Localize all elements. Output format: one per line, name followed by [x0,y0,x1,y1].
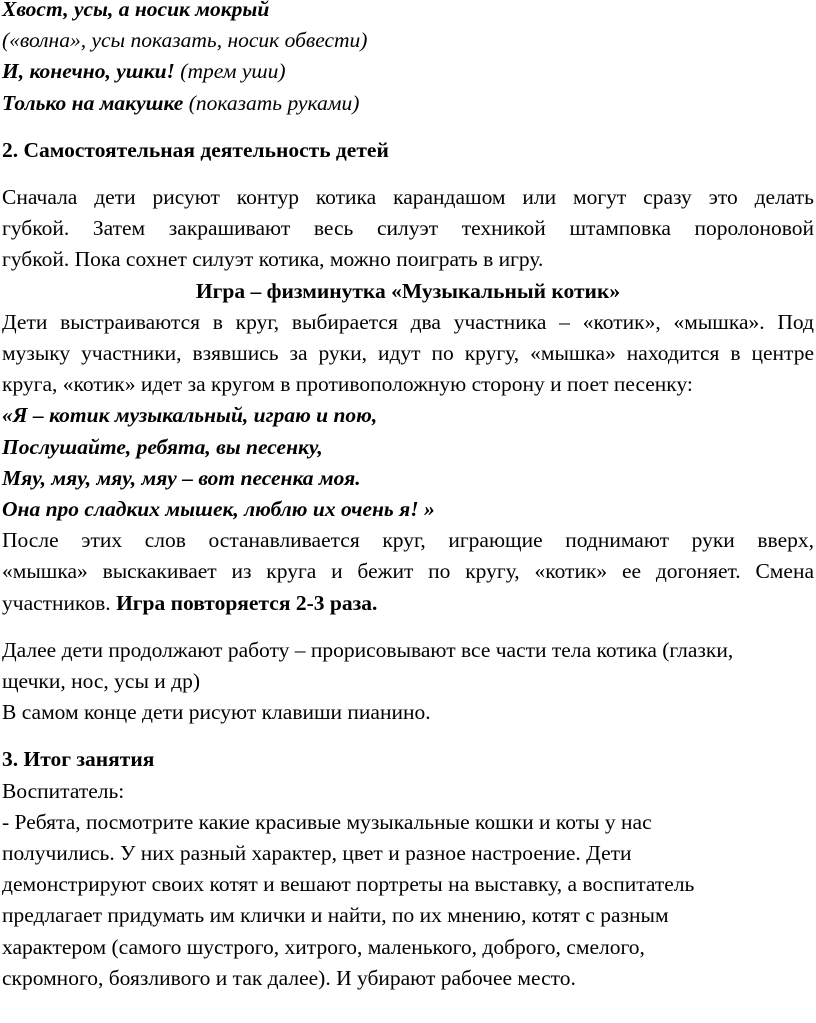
text-line: «мышка» выскакивает из круга и бежит по кругу, «котик» ее догоняет. Смена [2,559,814,584]
text-line: губкой. Пока сохнет силуэт котика, можно поиграть в игру. [2,247,544,272]
after-song-paragraph [2,525,814,619]
text-line: щечки, нос, усы и др) [2,669,201,694]
text-line: Сначала дети рисуют контур котика карандашом или могут сразу это делать [2,185,814,210]
game-title: Игра – физминутка «Музыкальный котик» [195,278,621,303]
song-line: Она про сладких мышек, люблю их очень я! » [2,497,435,522]
song-block [2,400,814,525]
section-2-paragraph [2,182,814,276]
continuation-paragraph [2,635,814,729]
section-2-heading: 2. Самостоятельная деятельность детей [2,137,389,162]
text-line: В самом конце дети рисуют клавиши пианино. [2,700,431,725]
poem-line-note: (трем уши) [174,59,286,84]
poem-line [2,88,814,119]
poem-line-bold: Хвост, усы, а носик мокрый [2,0,270,21]
text-line: губкой. Затем закрашивают весь силуэт техникой штамповка поролоновой [2,216,814,241]
text-line: круга, «котик» идет за кругом в противоположную сторону и поет песенку: [2,372,693,397]
text-line: демонстрируют своих котят и вешают портреты на выставку, а воспитатель [2,872,695,897]
game-description [2,307,814,401]
text-line: - Ребята, посмотрите какие красивые музыкальные кошки и коты у нас [2,809,652,834]
speaker-label: Воспитатель: [2,778,125,803]
text-line: предлагает придумать им клички и найти, по их мнению, котят с разным [2,903,669,928]
section-3-heading: 3. Итог занятия [2,747,155,772]
text-line: После этих слов останавливается круг, играющие поднимают руки вверх, [2,528,814,553]
song-line: Послушайте, ребята, вы песенку, [2,434,323,459]
poem-line [2,0,814,25]
text-line: скромного, боязливого и так далее). И убирают рабочее место. [2,965,576,990]
text-line: Далее дети продолжают работу – прорисовывают все части тела котика (глазки, [2,637,734,662]
text-line: Дети выстраиваются в круг, выбирается два участника – «котик», «мышка». Под [2,309,814,334]
poem-line [2,56,814,87]
text-line [2,588,814,619]
song-line: Мяу, мяу, мяу, мяу – вот песенка моя. [2,465,361,490]
poem-line-bold: Только на макушке [2,90,184,115]
poem-block [2,0,814,119]
text-plain: участников. [2,590,117,615]
poem-line-bold: И, конечно, ушки! [2,59,175,84]
poem-line-note: (показать руками) [183,90,360,115]
song-line: «Я – котик музыкальный, играю и пою, [2,403,378,428]
poem-line [2,25,814,56]
text-line: музыку участники, взявшись за руки, идут по кругу, «мышка» находится в центре [2,341,814,366]
repeat-note: Игра повторяется 2-3 раза. [116,590,378,615]
text-line: характером (самого шустрого, хитрого, маленького, доброго, смелого, [2,934,645,959]
text-line: получились. У них разный характер, цвет и разное настроение. Дети [2,841,632,866]
section-3-paragraph [2,807,814,994]
poem-line-note: («волна», усы показать, носик обвести) [2,28,368,53]
